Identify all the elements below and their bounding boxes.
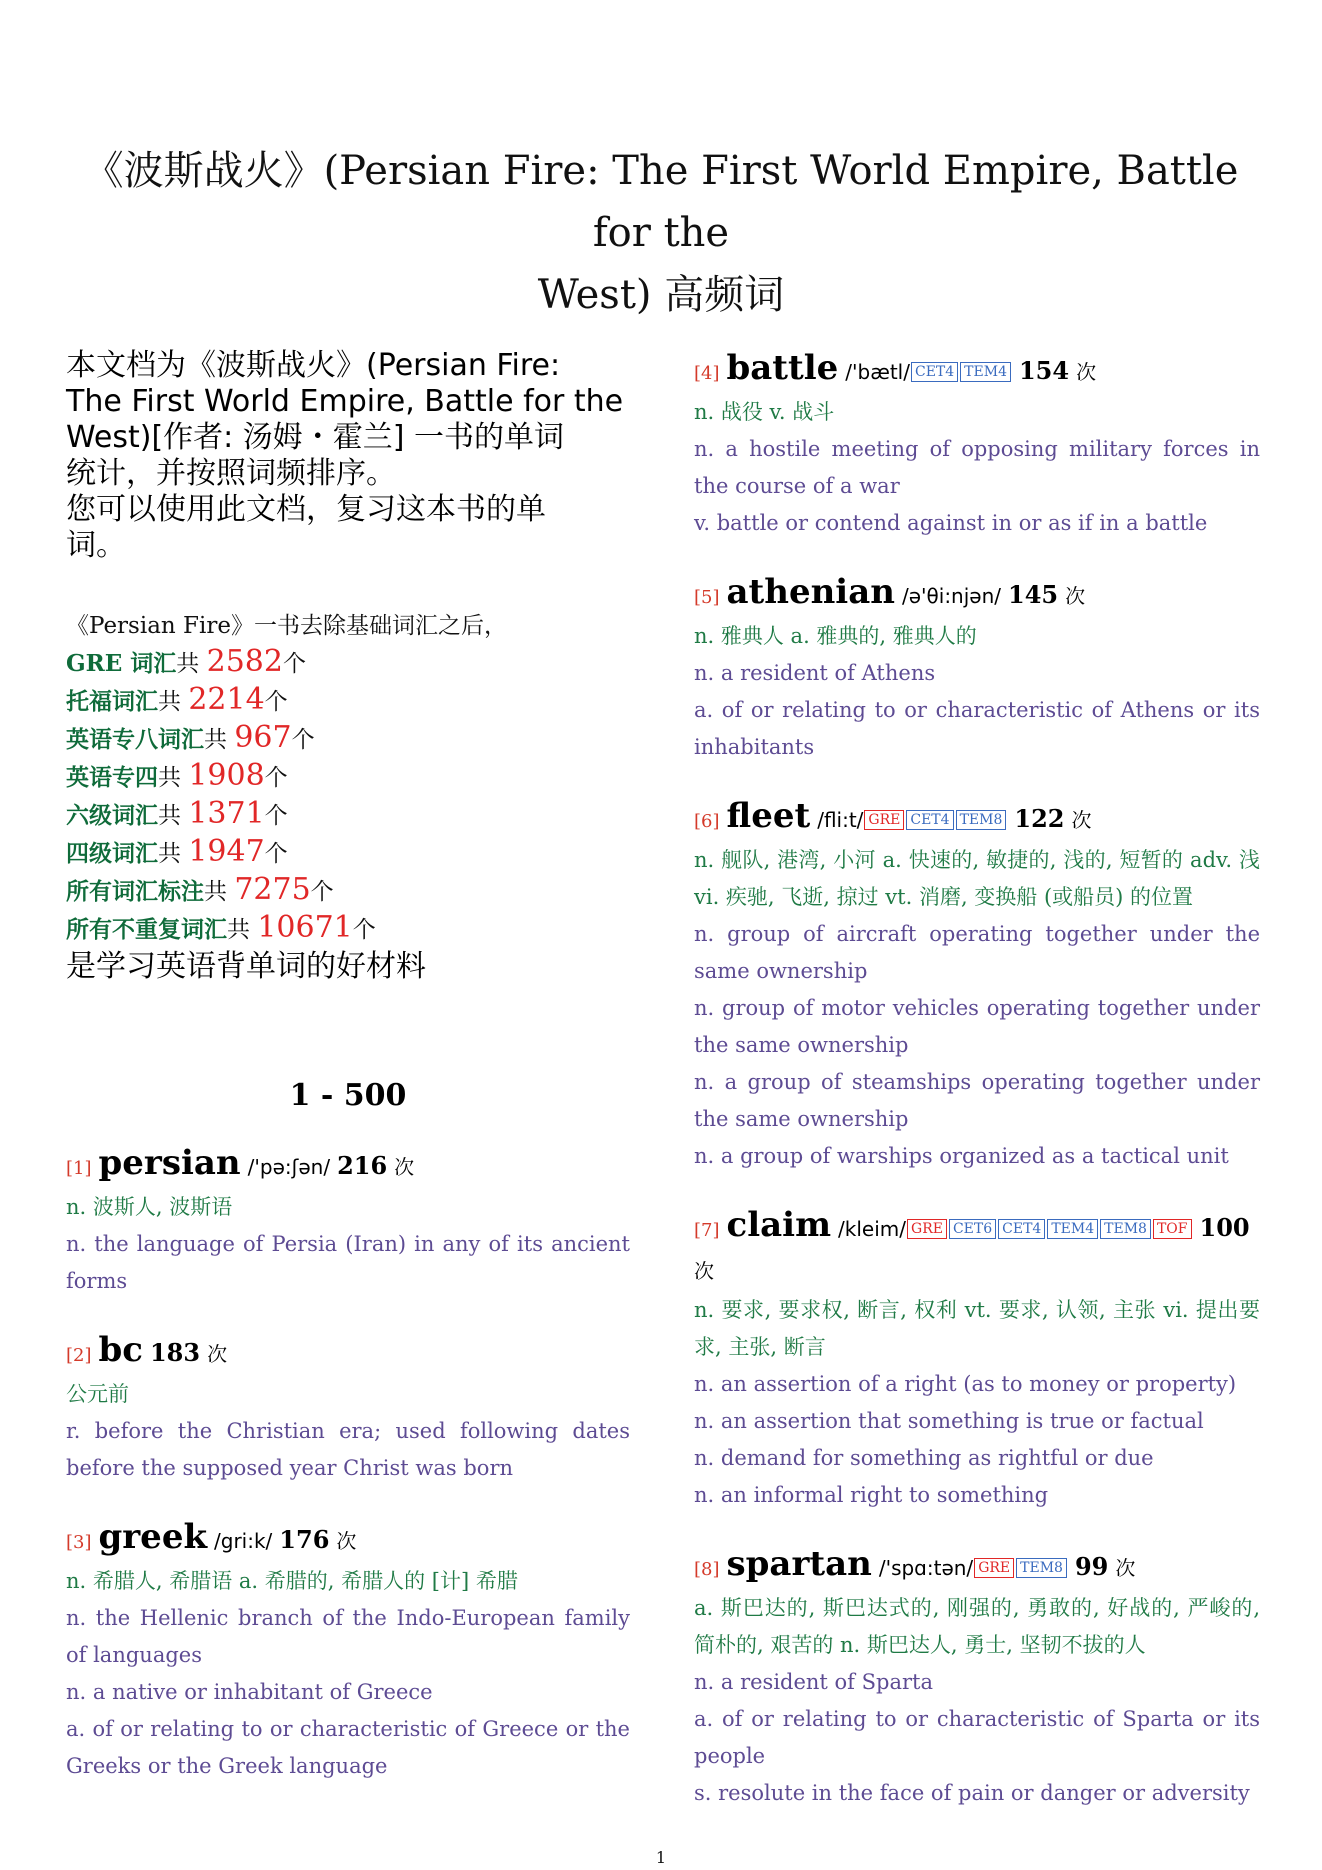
exam-tag: GRE bbox=[974, 1558, 1014, 1578]
word-rank: [7] bbox=[694, 1220, 720, 1241]
stat-unit: 个 bbox=[264, 689, 288, 715]
word-entry-header bbox=[694, 1205, 1260, 1292]
stat-mid: 共 bbox=[158, 841, 189, 867]
word-list-left bbox=[66, 1143, 630, 1785]
word-rank: [2] bbox=[66, 1345, 92, 1366]
stat-label: GRE 词汇 bbox=[66, 650, 177, 677]
english-definition: n. an assertion of a right (as to money or property) bbox=[694, 1372, 1237, 1396]
english-definition: n. a resident of Sparta bbox=[694, 1670, 933, 1694]
frequency-unit: 次 bbox=[394, 1155, 415, 1179]
frequency-unit: 次 bbox=[1071, 808, 1092, 832]
frequency-unit: 次 bbox=[336, 1529, 357, 1553]
frequency-unit: 次 bbox=[694, 1259, 714, 1283]
chinese-definition: a. 斯巴达的, 斯巴达式的, 刚强的, 勇敢的, 好战的, 严峻的, 简朴的, 艰苦的 n. 斯巴达人, 勇士, 坚韧不拔的人 bbox=[694, 1596, 1260, 1657]
frequency-count: 100 bbox=[1199, 1213, 1250, 1242]
stat-unit: 个 bbox=[264, 765, 288, 791]
english-definition: n. the language of Persia (Iran) in any of its ancient forms bbox=[66, 1232, 630, 1293]
stat-unit: 个 bbox=[352, 917, 376, 943]
english-definition: s. resolute in the face of pain or danger or adversity bbox=[694, 1781, 1250, 1805]
english-definition: n. an assertion that something is true or factual bbox=[694, 1409, 1204, 1433]
english-definition: n. a group of warships organized as a tactical unit bbox=[694, 1144, 1229, 1168]
intro-line: 统计，并按照词频排序。 bbox=[66, 456, 396, 491]
word-rank: [5] bbox=[694, 587, 720, 608]
frequency-unit: 次 bbox=[1115, 1556, 1136, 1580]
word-entry bbox=[694, 1205, 1260, 1514]
word-entry bbox=[694, 348, 1260, 542]
word-entry-header bbox=[66, 1330, 630, 1376]
document-title-line2: West) 高频词 bbox=[537, 272, 785, 318]
headword: persian bbox=[98, 1143, 241, 1183]
frequency-count: 122 bbox=[1014, 804, 1065, 833]
word-entry bbox=[66, 1330, 630, 1487]
frequency-count: 145 bbox=[1008, 580, 1059, 609]
stat-mid: 共 bbox=[158, 803, 189, 829]
chinese-definition: n. 雅典人 a. 雅典的, 雅典人的 bbox=[694, 624, 977, 648]
headword: battle bbox=[726, 348, 839, 388]
stat-label: 所有不重复词汇 bbox=[66, 916, 227, 943]
chinese-definition: n. 战役 v. 战斗 bbox=[694, 400, 835, 424]
chinese-definition: n. 舰队, 港湾, 小河 a. 快速的, 敏捷的, 浅的, 短暂的 adv. 浅 vi. 疾驰, 飞逝, 掠过 vt. 消磨, 变换船 (或船员) 的位置 bbox=[694, 848, 1260, 909]
stat-unit: 个 bbox=[282, 651, 306, 677]
word-entry-header bbox=[694, 572, 1260, 618]
exam-tag: GRE bbox=[907, 1219, 947, 1239]
stat-row bbox=[66, 720, 630, 758]
english-definition: n. group of motor vehicles operating together under the same ownership bbox=[694, 996, 1260, 1057]
exam-tag: TOF bbox=[1153, 1219, 1192, 1239]
phonetic: /fli:t/ bbox=[817, 808, 864, 832]
intro-line: 词。 bbox=[66, 528, 126, 563]
english-definition: n. a native or inhabitant of Greece bbox=[66, 1680, 433, 1704]
stat-count: 10671 bbox=[257, 910, 353, 945]
headword: greek bbox=[98, 1517, 208, 1557]
frequency-count: 176 bbox=[279, 1525, 330, 1554]
left-column bbox=[66, 348, 630, 1815]
stat-count: 1908 bbox=[188, 758, 265, 793]
stat-label: 托福词汇 bbox=[66, 688, 158, 715]
stat-label: 六级词汇 bbox=[66, 802, 158, 829]
stat-count: 1371 bbox=[188, 796, 265, 831]
phonetic: /'bætl/ bbox=[845, 360, 910, 384]
exam-tag: GRE bbox=[864, 810, 904, 830]
stat-label: 英语专四 bbox=[66, 764, 158, 791]
document-title bbox=[60, 140, 1262, 326]
exam-tag: TEM8 bbox=[1016, 1558, 1067, 1578]
document-title-line1: 《波斯战火》(Persian Fire: The First World Empire, Battle for the bbox=[83, 148, 1239, 256]
phonetic: /gri:k/ bbox=[214, 1529, 273, 1553]
frequency-count: 154 bbox=[1018, 356, 1070, 385]
exam-tag: CET4 bbox=[911, 362, 958, 382]
phonetic: /'pə:ʃən/ bbox=[247, 1155, 331, 1179]
stat-unit: 个 bbox=[310, 879, 334, 905]
word-rank: [6] bbox=[694, 811, 720, 832]
word-entry-header bbox=[694, 796, 1260, 842]
english-definition: n. a hostile meeting of opposing military forces in the course of a war bbox=[694, 437, 1260, 498]
exam-tag: CET6 bbox=[949, 1219, 996, 1239]
stat-unit: 个 bbox=[264, 803, 288, 829]
stat-unit: 个 bbox=[264, 841, 288, 867]
stat-row bbox=[66, 834, 630, 872]
word-entry bbox=[694, 796, 1260, 1175]
intro-line: 您可以使用此文档，复习这本书的单 bbox=[66, 492, 546, 527]
intro-paragraph bbox=[66, 348, 630, 564]
headword: fleet bbox=[726, 796, 811, 836]
phonetic: /'spɑ:tən/ bbox=[878, 1556, 974, 1580]
stat-row bbox=[66, 910, 630, 948]
headword: claim bbox=[726, 1205, 832, 1245]
chinese-definition: 公元前 bbox=[66, 1382, 129, 1406]
english-definition: n. group of aircraft operating together under the same ownership bbox=[694, 922, 1260, 983]
phonetic: /ə'θi:njən/ bbox=[901, 584, 1002, 608]
stat-label: 四级词汇 bbox=[66, 840, 158, 867]
chinese-definition: n. 波斯人, 波斯语 bbox=[66, 1195, 233, 1219]
stats-rows bbox=[66, 644, 630, 948]
word-list-right bbox=[694, 348, 1260, 1812]
stat-count: 2582 bbox=[206, 644, 283, 679]
phonetic: /kleim/ bbox=[838, 1217, 907, 1241]
english-definition: n. a resident of Athens bbox=[694, 661, 936, 685]
word-entry-header bbox=[66, 1517, 630, 1563]
exam-tag: TEM4 bbox=[1047, 1219, 1098, 1239]
vocab-stats bbox=[66, 608, 630, 986]
stat-row bbox=[66, 682, 630, 720]
english-definition: a. of or relating to or characteristic of Sparta or its people bbox=[694, 1707, 1260, 1768]
exam-tag: TEM8 bbox=[956, 810, 1007, 830]
word-rank: [3] bbox=[66, 1532, 92, 1553]
english-definition: n. demand for something as rightful or due bbox=[694, 1446, 1154, 1470]
section-title: 1 - 500 bbox=[289, 1078, 407, 1113]
stat-mid: 共 bbox=[227, 917, 258, 943]
word-rank: [4] bbox=[694, 363, 720, 384]
frequency-unit: 次 bbox=[1076, 360, 1097, 384]
exam-tag: TEM4 bbox=[960, 362, 1011, 382]
intro-line: West)[作者: 汤姆・霍兰] 一书的单词 bbox=[66, 420, 565, 455]
english-definition: n. an informal right to something bbox=[694, 1483, 1049, 1507]
page-number: 1 bbox=[655, 1848, 667, 1867]
english-definition: a. of or relating to or characteristic of Greece or the Greeks or the Greek language bbox=[66, 1717, 630, 1778]
stat-mid: 共 bbox=[158, 765, 189, 791]
exam-tag: TEM8 bbox=[1100, 1219, 1151, 1239]
stat-mid: 共 bbox=[158, 689, 189, 715]
word-entry bbox=[694, 572, 1260, 766]
word-rank: [8] bbox=[694, 1559, 720, 1580]
exam-tag: CET4 bbox=[906, 810, 953, 830]
stat-label: 英语专八词汇 bbox=[66, 726, 204, 753]
frequency-count: 99 bbox=[1074, 1552, 1109, 1581]
frequency-count: 216 bbox=[337, 1151, 388, 1180]
stat-mid: 共 bbox=[204, 727, 235, 753]
word-entry-header bbox=[694, 348, 1260, 394]
right-column bbox=[694, 348, 1260, 1842]
english-definition: r. before the Christian era; used following dates before the supposed year Christ was born bbox=[66, 1419, 630, 1480]
stat-mid: 共 bbox=[176, 651, 207, 677]
stat-row bbox=[66, 872, 630, 910]
stat-row bbox=[66, 796, 630, 834]
word-entry-header bbox=[66, 1143, 630, 1189]
stat-row bbox=[66, 644, 630, 682]
frequency-unit: 次 bbox=[207, 1342, 228, 1366]
intro-line: The First World Empire, Battle for the bbox=[66, 384, 624, 419]
word-entry bbox=[66, 1517, 630, 1785]
intro-line: 本文档为《波斯战火》(Persian Fire: bbox=[66, 348, 561, 383]
exam-tag: CET4 bbox=[998, 1219, 1045, 1239]
frequency-count: 183 bbox=[149, 1338, 201, 1367]
chinese-definition: n. 希腊人, 希腊语 a. 希腊的, 希腊人的 [计] 希腊 bbox=[66, 1569, 518, 1593]
english-definition: v. battle or contend against in or as if in a battle bbox=[694, 511, 1208, 535]
word-entry bbox=[694, 1544, 1260, 1812]
headword: spartan bbox=[726, 1544, 872, 1584]
word-entry-header bbox=[694, 1544, 1260, 1590]
word-rank: [1] bbox=[66, 1158, 92, 1179]
headword: athenian bbox=[726, 572, 895, 612]
headword: bc bbox=[98, 1330, 143, 1370]
stats-closing: 是学习英语背单词的好材料 bbox=[66, 949, 426, 984]
word-entry bbox=[66, 1143, 630, 1300]
stat-count: 1947 bbox=[188, 834, 265, 869]
stat-label: 所有词汇标注 bbox=[66, 878, 204, 905]
chinese-definition: n. 要求, 要求权, 断言, 权利 vt. 要求, 认领, 主张 vi. 提出要求, 主张, 断言 bbox=[694, 1298, 1260, 1359]
stat-row bbox=[66, 758, 630, 796]
english-definition: n. a group of steamships operating together under the same ownership bbox=[694, 1070, 1260, 1131]
stat-count: 967 bbox=[234, 720, 292, 755]
stat-count: 2214 bbox=[188, 682, 265, 717]
stat-mid: 共 bbox=[204, 879, 235, 905]
stat-unit: 个 bbox=[291, 727, 315, 753]
stats-lead: 《Persian Fire》一书去除基础词汇之后， bbox=[66, 613, 507, 639]
frequency-unit: 次 bbox=[1065, 584, 1086, 608]
english-definition: a. of or relating to or characteristic of Athens or its inhabitants bbox=[694, 698, 1260, 759]
english-definition: n. the Hellenic branch of the Indo-European family of languages bbox=[66, 1606, 630, 1667]
stat-count: 7275 bbox=[234, 872, 311, 907]
